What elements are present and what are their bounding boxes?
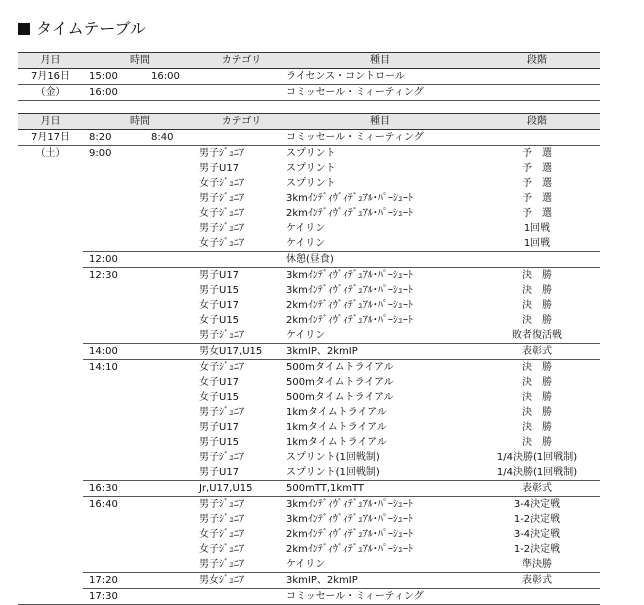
category-cell: 男子ｼﾞｭﾆｱ [199, 193, 244, 204]
event-cell: 2kmｲﾝﾃﾞｨｳﾞｨﾃﾞｭｱﾙ･ﾊﾟｰｼｭｰﾄ [286, 315, 413, 326]
end-time-cell [147, 557, 197, 573]
event-cell: スプリント [286, 163, 336, 174]
event-cell: ケイリン [286, 223, 326, 234]
table-row [18, 557, 600, 573]
stage-cell: 予 選 [522, 208, 552, 219]
category-cell [197, 69, 286, 85]
event-cell: 3kmｲﾝﾃﾞｨｳﾞｨﾃﾞｭｱﾙ･ﾊﾟｰｼｭｰﾄ [286, 497, 474, 513]
date-cell: （土） [18, 146, 83, 162]
event-cell: 500mTT,1kmTT [286, 481, 474, 497]
end-time-cell [147, 390, 197, 405]
category-cell: 男子ｼﾞｭﾆｱ [199, 559, 244, 570]
stage-cell: 1-2決定戦 [513, 514, 561, 525]
date-cell [18, 206, 83, 221]
end-time-cell [147, 344, 197, 360]
stage-cell: 1/4決勝(1回戦制) [496, 452, 578, 463]
date-cell [18, 450, 83, 465]
table-row [18, 420, 600, 435]
date-cell [18, 375, 83, 390]
start-time-cell [83, 298, 147, 313]
stage-cell: 決 勝 [522, 392, 552, 403]
end-time-cell [147, 236, 197, 252]
end-time-cell [147, 481, 197, 497]
stage-cell: 表彰式 [474, 481, 600, 497]
event-cell: スプリント(1回戦制) [286, 467, 380, 478]
date-cell [18, 589, 83, 605]
start-time-cell: 17:20 [83, 573, 147, 589]
category-cell: 男子U17 [199, 467, 240, 478]
event-cell: コミッセール・ミィーティング [286, 85, 474, 101]
header-date: 月日 [18, 53, 83, 69]
event-cell: 2kmｲﾝﾃﾞｨｳﾞｨﾃﾞｭｱﾙ･ﾊﾟｰｼｭｰﾄ [286, 300, 413, 311]
stage-cell: 決 勝 [522, 407, 552, 418]
table-row [18, 268, 600, 284]
date-cell [18, 435, 83, 450]
table-row [18, 236, 600, 252]
start-time-cell [83, 375, 147, 390]
stage-cell [474, 69, 600, 85]
start-time-cell [83, 420, 147, 435]
square-bullet-icon [18, 23, 30, 35]
category-cell: 女子ｼﾞｭﾆｱ [199, 529, 244, 540]
start-time-cell [83, 465, 147, 481]
date-cell [18, 512, 83, 527]
table-row [18, 527, 600, 542]
category-cell: 男子ｼﾞｭﾆｱ [199, 330, 244, 341]
event-cell: スプリント [286, 178, 336, 189]
table-header-row [18, 114, 600, 130]
table-row [18, 161, 600, 176]
category-cell: 女子U17 [199, 377, 240, 388]
stage-cell: 表彰式 [474, 344, 600, 360]
category-cell [197, 589, 286, 605]
start-time-cell: 12:00 [83, 252, 147, 268]
category-cell: 女子ｼﾞｭﾆｱ [199, 238, 244, 249]
date-cell [18, 344, 83, 360]
event-cell: 休憩(昼食) [286, 252, 474, 268]
table-row [18, 221, 600, 236]
event-cell: 3kmIP、2kmIP [286, 344, 474, 360]
date-cell [18, 481, 83, 497]
event-cell: スプリント [286, 146, 474, 162]
page-title [18, 18, 146, 40]
end-time-cell: 16:00 [147, 69, 197, 85]
end-time-cell [147, 465, 197, 481]
stage-cell: 決 勝 [522, 437, 552, 448]
date-cell [18, 283, 83, 298]
date-cell [18, 236, 83, 252]
end-time-cell [147, 191, 197, 206]
table-row [18, 252, 600, 268]
table-row [18, 542, 600, 557]
category-cell: 女子ｼﾞｭﾆｱ [199, 178, 244, 189]
date-cell [18, 252, 83, 268]
date-cell [18, 420, 83, 435]
event-cell: 3kmｲﾝﾃﾞｨｳﾞｨﾃﾞｭｱﾙ･ﾊﾟｰｼｭｰﾄ [286, 268, 474, 284]
category-cell: 男子ｼﾞｭﾆｱ [199, 407, 244, 418]
table-row [18, 375, 600, 390]
header-event: 種目 [286, 114, 474, 130]
date-cell [18, 328, 83, 344]
table-header-row [18, 53, 600, 69]
table-row [18, 146, 600, 162]
category-cell: 男女ｼﾞｭﾆｱ [197, 573, 286, 589]
end-time-cell [147, 221, 197, 236]
end-time-cell [147, 405, 197, 420]
table-row [18, 344, 600, 360]
stage-cell: 3-4決定戦 [513, 529, 561, 540]
event-cell: ケイリン [286, 330, 326, 341]
header-category: カテゴリ [197, 53, 286, 69]
start-time-cell [83, 405, 147, 420]
end-time-cell [147, 497, 197, 513]
stage-cell: 表彰式 [474, 573, 600, 589]
date-cell [18, 405, 83, 420]
table-row [18, 206, 600, 221]
page-title-text: タイムテーブル [36, 19, 146, 38]
date-cell [18, 465, 83, 481]
stage-cell [474, 85, 600, 101]
stage-cell: 1-2決定戦 [513, 544, 561, 555]
end-time-cell: 8:40 [147, 130, 197, 146]
category-cell [197, 85, 286, 101]
start-time-cell: 14:00 [83, 344, 147, 360]
stage-cell: 予 選 [522, 193, 552, 204]
event-cell: 1kmタイムトライアル [286, 407, 387, 418]
start-time-cell: 9:00 [83, 146, 147, 162]
start-time-cell: 16:30 [83, 481, 147, 497]
date-cell [18, 527, 83, 542]
header-date: 月日 [18, 114, 83, 130]
stage-cell: 決 勝 [522, 300, 552, 311]
event-cell: スプリント(1回戦制) [286, 452, 380, 463]
end-time-cell [147, 527, 197, 542]
event-cell: 1kmタイムトライアル [286, 437, 387, 448]
event-cell: 3kmIP、2kmIP [286, 573, 474, 589]
event-cell: 500mタイムトライアル [286, 377, 394, 388]
table-row [18, 512, 600, 527]
date-cell [18, 268, 83, 284]
table-row [18, 130, 600, 146]
stage-cell: 1回戦 [523, 238, 551, 249]
date-cell [18, 191, 83, 206]
category-cell: 男子U15 [199, 285, 240, 296]
start-time-cell: 16:40 [83, 497, 147, 513]
end-time-cell [147, 252, 197, 268]
timetable-day2 [18, 113, 600, 605]
end-time-cell [147, 283, 197, 298]
start-time-cell [83, 191, 147, 206]
start-time-cell [83, 557, 147, 573]
table-row [18, 435, 600, 450]
end-time-cell [147, 435, 197, 450]
start-time-cell [83, 512, 147, 527]
start-time-cell [83, 450, 147, 465]
event-cell: コミッセール・ミィーティング [286, 589, 474, 605]
start-time-cell [83, 161, 147, 176]
category-cell [197, 130, 286, 146]
category-cell: 男子ｼﾞｭﾆｱ [197, 497, 286, 513]
date-cell [18, 313, 83, 328]
end-time-cell [147, 450, 197, 465]
table-row [18, 313, 600, 328]
header-event: 種目 [286, 53, 474, 69]
start-time-cell [83, 328, 147, 344]
end-time-cell [147, 146, 197, 162]
start-time-cell [83, 236, 147, 252]
event-cell: ライセンス・コントロール [286, 69, 474, 85]
start-time-cell: 16:00 [83, 85, 147, 101]
category-cell: 男子ｼﾞｭﾆｱ [199, 452, 244, 463]
event-cell: 500mタイムトライアル [286, 360, 474, 376]
stage-cell: 準決勝 [522, 559, 552, 570]
table-row [18, 497, 600, 513]
stage-cell: 決 勝 [522, 422, 552, 433]
start-time-cell: 17:30 [83, 589, 147, 605]
end-time-cell [147, 328, 197, 344]
category-cell: 女子U15 [199, 392, 240, 403]
event-cell: 3kmｲﾝﾃﾞｨｳﾞｨﾃﾞｭｱﾙ･ﾊﾟｰｼｭｰﾄ [286, 193, 413, 204]
date-cell: 7月16日 [18, 69, 83, 85]
stage-cell [474, 130, 600, 146]
end-time-cell [147, 176, 197, 191]
event-cell: 2kmｲﾝﾃﾞｨｳﾞｨﾃﾞｭｱﾙ･ﾊﾟｰｼｭｰﾄ [286, 208, 413, 219]
header-category: カテゴリ [197, 114, 286, 130]
stage-cell: 敗者復活戦 [512, 330, 562, 341]
event-cell: ケイリン [286, 559, 326, 570]
event-cell: 2kmｲﾝﾃﾞｨｳﾞｨﾃﾞｭｱﾙ･ﾊﾟｰｼｭｰﾄ [286, 529, 413, 540]
date-cell [18, 573, 83, 589]
event-cell: 1kmタイムトライアル [286, 422, 387, 433]
start-time-cell [83, 435, 147, 450]
date-cell: 7月17日 [18, 130, 83, 146]
table-row [18, 328, 600, 344]
stage-cell: 予 選 [474, 146, 600, 162]
table-row [18, 573, 600, 589]
event-cell: 2kmｲﾝﾃﾞｨｳﾞｨﾃﾞｭｱﾙ･ﾊﾟｰｼｭｰﾄ [286, 544, 413, 555]
category-cell: 男女U17,U15 [197, 344, 286, 360]
start-time-cell: 15:00 [83, 69, 147, 85]
category-cell: 男子U17 [199, 422, 240, 433]
end-time-cell [147, 542, 197, 557]
category-cell: 女子ｼﾞｭﾆｱ [199, 208, 244, 219]
table-row [18, 283, 600, 298]
table-row [18, 176, 600, 191]
start-time-cell [83, 206, 147, 221]
date-cell [18, 542, 83, 557]
table-row [18, 589, 600, 605]
start-time-cell [83, 542, 147, 557]
timetable-day1 [18, 52, 600, 101]
end-time-cell [147, 85, 197, 101]
table-row [18, 85, 600, 101]
start-time-cell [83, 176, 147, 191]
category-cell: 男子ｼﾞｭﾆｱ [197, 146, 286, 162]
event-cell: コミッセール・ミィーティング [286, 130, 474, 146]
category-cell: Jr,U17,U15 [197, 481, 286, 497]
end-time-cell [147, 512, 197, 527]
header-time: 時間 [83, 114, 197, 130]
stage-cell: 決 勝 [522, 315, 552, 326]
stage-cell: 予 選 [522, 163, 552, 174]
date-cell [18, 176, 83, 191]
end-time-cell [147, 573, 197, 589]
stage-cell: 決 勝 [522, 377, 552, 388]
start-time-cell [83, 313, 147, 328]
event-cell: 3kmｲﾝﾃﾞｨｳﾞｨﾃﾞｭｱﾙ･ﾊﾟｰｼｭｰﾄ [286, 514, 413, 525]
category-cell: 女子U15 [199, 315, 240, 326]
event-cell: 3kmｲﾝﾃﾞｨｳﾞｨﾃﾞｭｱﾙ･ﾊﾟｰｼｭｰﾄ [286, 285, 413, 296]
stage-cell: 決 勝 [474, 360, 600, 376]
start-time-cell [83, 390, 147, 405]
stage-cell: 決 勝 [474, 268, 600, 284]
event-cell: 500mタイムトライアル [286, 392, 394, 403]
category-cell: 男子ｼﾞｭﾆｱ [199, 514, 244, 525]
category-cell: 男子U17 [199, 163, 240, 174]
stage-cell: 3-4決定戦 [474, 497, 600, 513]
stage-cell: 決 勝 [522, 285, 552, 296]
start-time-cell: 12:30 [83, 268, 147, 284]
category-cell: 女子ｼﾞｭﾆｱ [199, 544, 244, 555]
date-cell [18, 497, 83, 513]
event-cell: ケイリン [286, 238, 326, 249]
table-row [18, 69, 600, 85]
end-time-cell [147, 420, 197, 435]
end-time-cell [147, 161, 197, 176]
date-cell [18, 161, 83, 176]
table-row [18, 481, 600, 497]
table-row [18, 360, 600, 376]
end-time-cell [147, 375, 197, 390]
end-time-cell [147, 313, 197, 328]
end-time-cell [147, 206, 197, 221]
end-time-cell [147, 360, 197, 376]
table-row [18, 390, 600, 405]
stage-cell: 1/4決勝(1回戦制) [496, 467, 578, 478]
stage-cell [474, 589, 600, 605]
start-time-cell [83, 221, 147, 236]
table-row [18, 465, 600, 481]
date-cell [18, 390, 83, 405]
category-cell: 男子U17 [197, 268, 286, 284]
start-time-cell: 8:20 [83, 130, 147, 146]
end-time-cell [147, 268, 197, 284]
category-cell: 女子ｼﾞｭﾆｱ [197, 360, 286, 376]
date-cell [18, 557, 83, 573]
table-row [18, 298, 600, 313]
header-stage: 段階 [474, 114, 600, 130]
category-cell: 女子U17 [199, 300, 240, 311]
date-cell [18, 221, 83, 236]
end-time-cell [147, 589, 197, 605]
stage-cell [474, 252, 600, 268]
date-cell [18, 360, 83, 376]
start-time-cell [83, 527, 147, 542]
stage-cell: 1回戦 [523, 223, 551, 234]
date-cell [18, 298, 83, 313]
start-time-cell: 14:10 [83, 360, 147, 376]
category-cell: 男子U15 [199, 437, 240, 448]
header-stage: 段階 [474, 53, 600, 69]
category-cell [197, 252, 286, 268]
date-cell: （金） [18, 85, 83, 101]
table-row [18, 450, 600, 465]
start-time-cell [83, 283, 147, 298]
table-row [18, 191, 600, 206]
end-time-cell [147, 298, 197, 313]
stage-cell: 予 選 [522, 178, 552, 189]
table-row [18, 405, 600, 420]
header-time: 時間 [83, 53, 197, 69]
category-cell: 男子ｼﾞｭﾆｱ [199, 223, 244, 234]
